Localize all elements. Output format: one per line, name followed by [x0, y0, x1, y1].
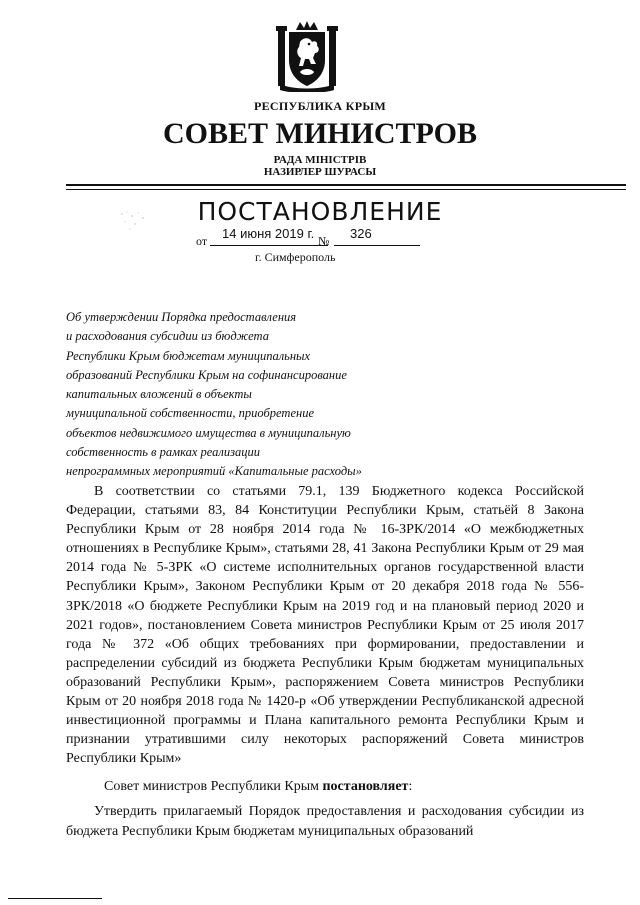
title-line: Республики Крым бюджетам муниципальных	[66, 348, 311, 363]
footer-rule	[8, 898, 102, 899]
council-name: СОВЕТ МИНИСТРОВ	[162, 117, 478, 150]
title-line: и расходования субсидии из бюджета	[66, 329, 269, 344]
resolves-keyword: постановляет	[322, 779, 409, 794]
title-line: муниципальной собственности, приобретение	[66, 406, 314, 421]
approve-paragraph	[66, 802, 584, 842]
title-line: образований Республики Крым на софинансирование	[66, 367, 347, 382]
title-line: собственность в рамках реализации	[66, 445, 260, 460]
header-rule-thick	[66, 184, 626, 186]
resolves-colon: :	[408, 779, 413, 794]
crimea-coat-of-arms-icon	[276, 20, 338, 92]
header-rule-thin	[66, 189, 626, 190]
resolves-line	[104, 779, 412, 795]
council-name-ukrainian: РАДА МІНІСТРІВ	[273, 154, 367, 166]
council-name-crimean-tatar: НАЗИРЛЕР ШУРАСЫ	[263, 166, 377, 178]
date-underline	[210, 245, 328, 246]
number-sign: №	[318, 234, 330, 248]
city: г. Симферополь	[255, 250, 336, 264]
preamble-paragraph	[66, 482, 584, 768]
decree-number: 326	[350, 226, 372, 241]
date-label: от	[196, 234, 208, 248]
number-underline	[334, 245, 420, 246]
title-line: капитальных вложений в объекты	[66, 387, 252, 402]
title-line: объектов недвижимого имущества в муниципальную	[66, 425, 351, 440]
approve-text: Утвердить прилагаемый Порядок предоставления и расходования субсидии из бюджета Республики Крым бюджетам муниципальных образований	[66, 804, 584, 839]
decree-title	[66, 308, 446, 482]
title-line: Об утверждении Порядка предоставления	[66, 310, 297, 324]
document-type: ПОСТАНОВЛЕНИЕ	[197, 197, 443, 226]
decree-date: 14 июня 2019 г.	[222, 226, 315, 241]
resolves-lead: Совет министров Республики Крым	[104, 779, 323, 794]
title-line: непрограммных мероприятий «Капитальные расходы»	[66, 464, 362, 479]
republic-name: РЕСПУБЛИКА КРЫМ	[253, 99, 387, 113]
preamble-text: В соответствии со статьями 79.1, 139 Бюджетного кодекса Российской Федерации, статьями 83, 84 Конституции Республики Крым, статьёй 8 Закона Республики Крым от 28 ноября 2014 года № 16-ЗРК/2014 «О межбюджетных отношениях в Республике Крым», статьями 28, 41 Закона Республики Крым от 29 мая 2014 года № 5-ЗРК «О системе исполнительных органов государственной власти Республики Крым», Законом Республики Крым от 20 декабря 2018 года № 556-ЗРК/2018 «О бюджете Республики Крым на 2019 год и на плановый период 2020 и 2021 годов», постановлением Совета министров Республики Крым от 25 июля 2017 года № 372 «Об общих требованиях при формировании, предоставлении и распределении субсидий из бюджета Республики Крым бюджетам муниципальных образований Республики Крым», распоряжением Совета министров Республики Крым от 20 ноября 2018 года № 1420-р «Об утверждении Республиканской адресной инвестиционной программы и Плана капитального ремонта Республики Крым и признании утратившими силу некоторых распоряжений Совета министров Республики Крым»	[66, 484, 584, 767]
